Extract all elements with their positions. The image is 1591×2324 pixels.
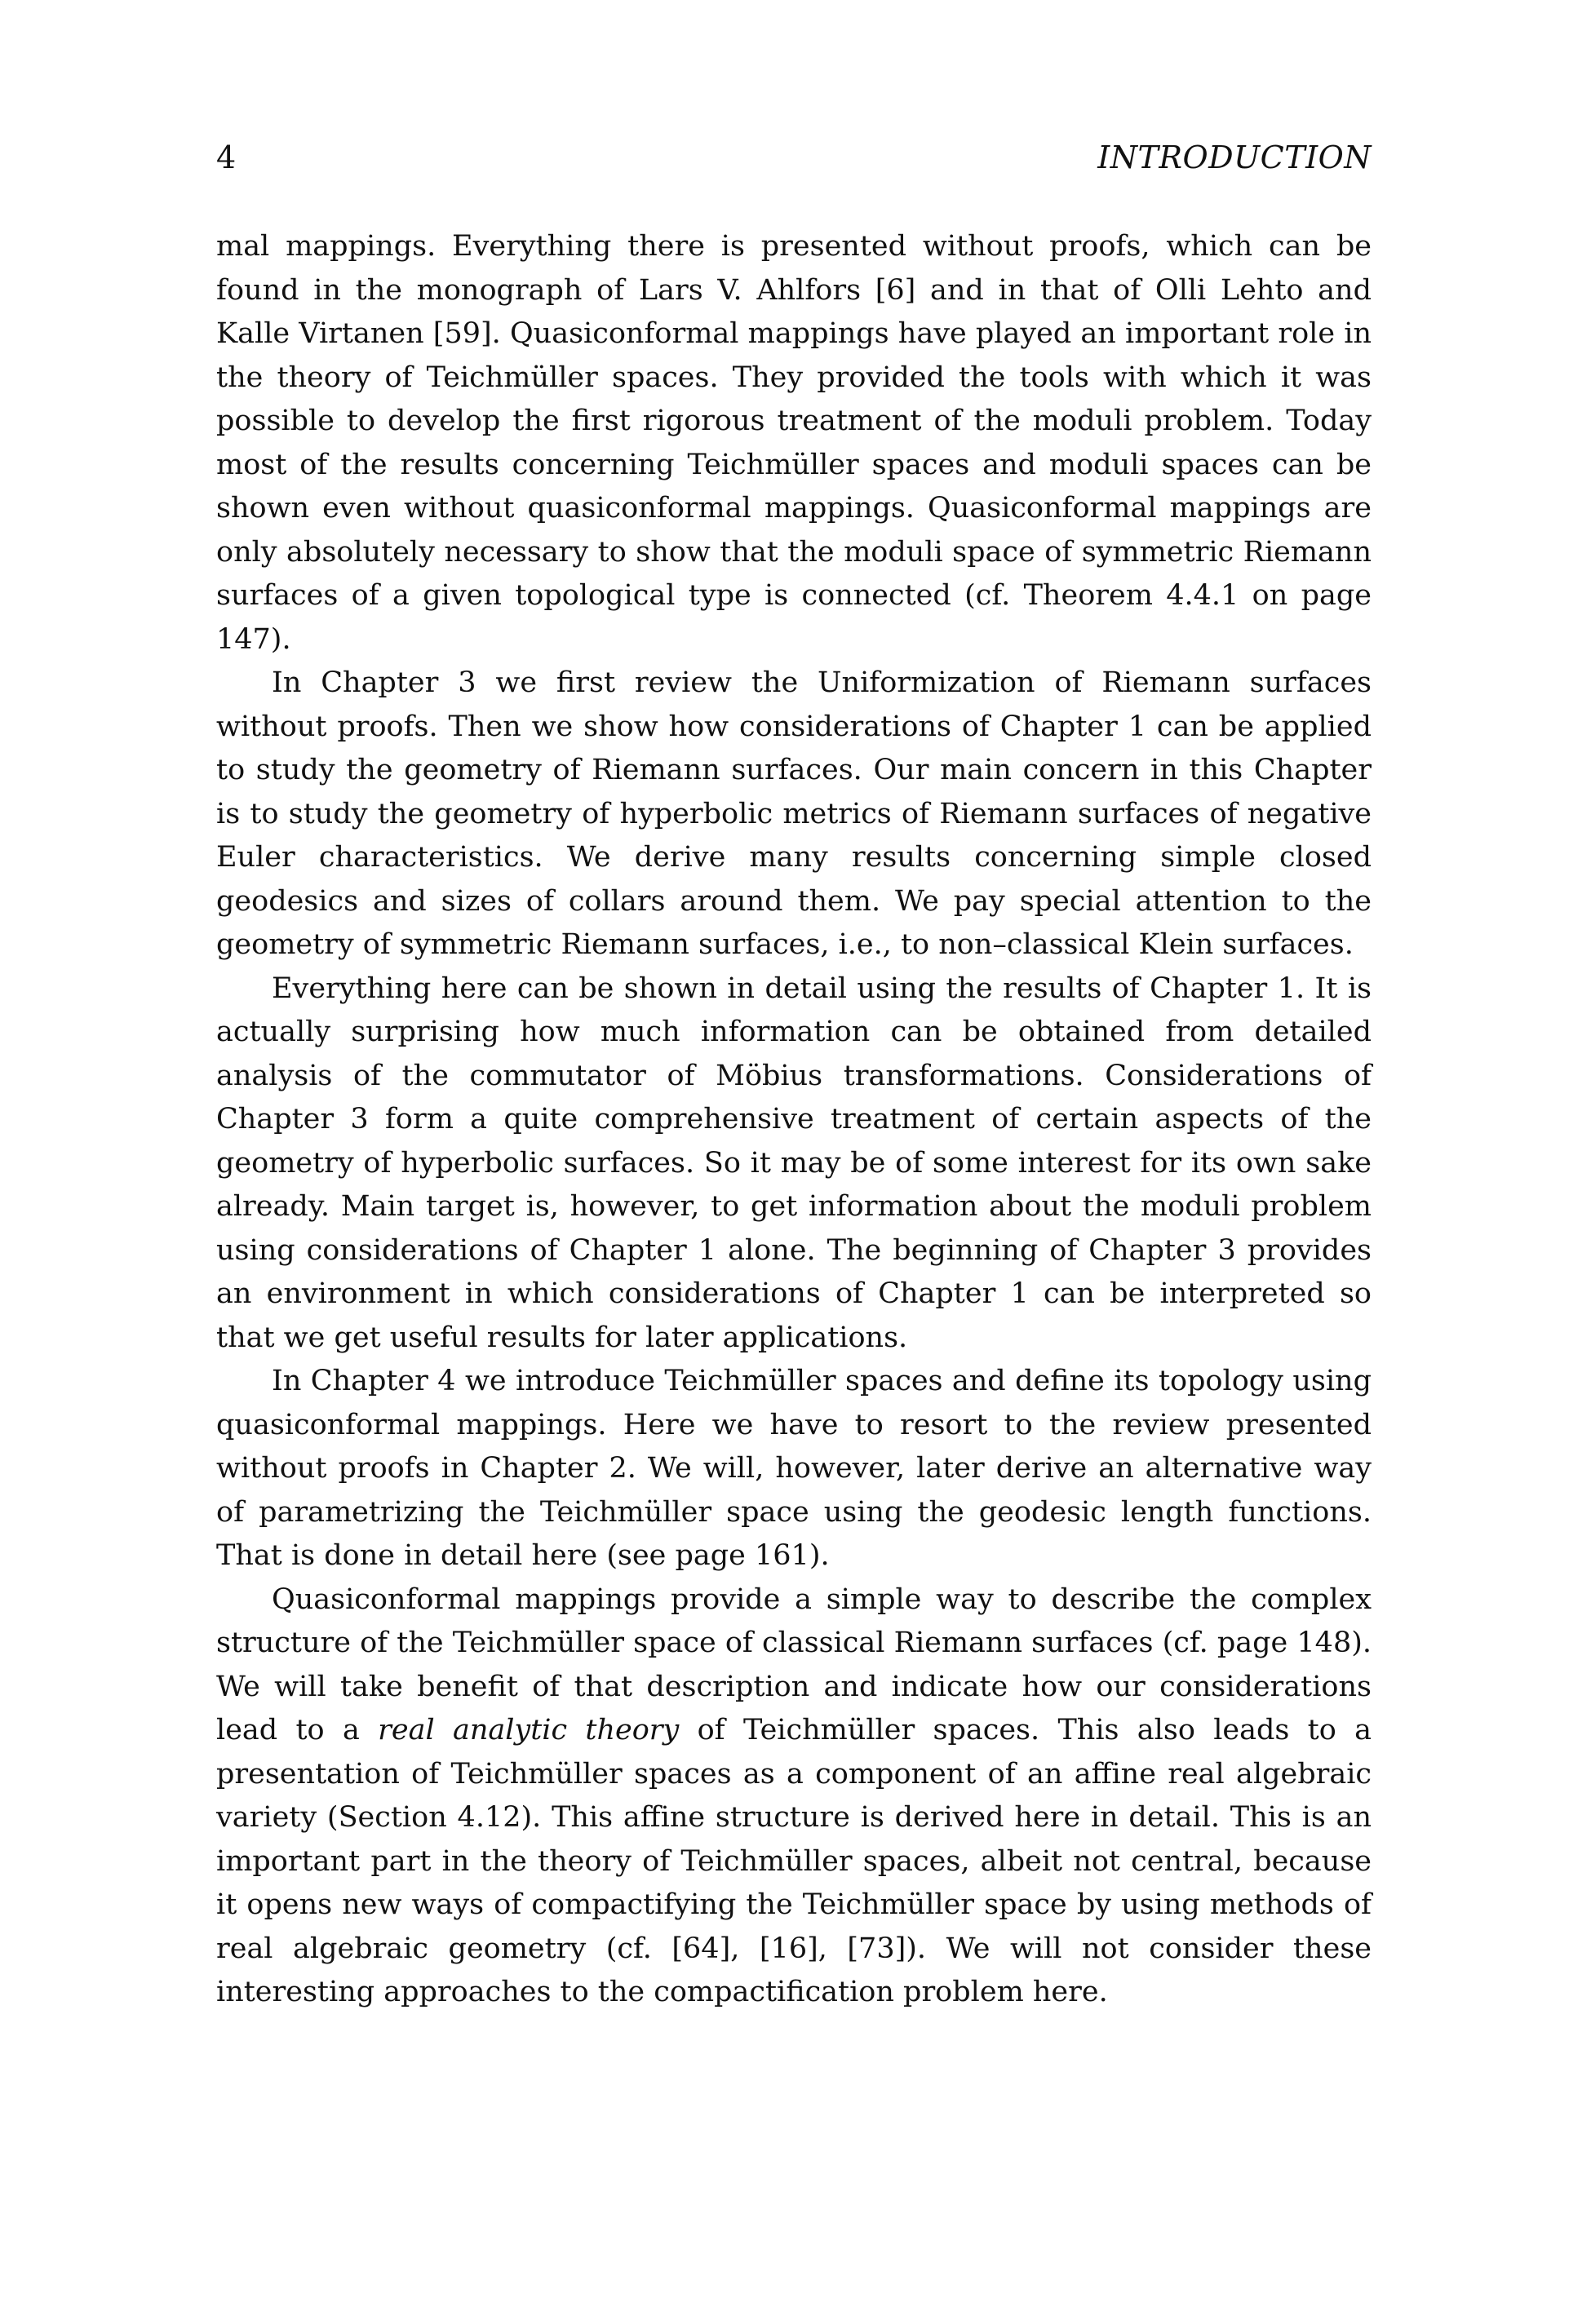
page-number: 4 <box>216 139 237 175</box>
running-title: INTRODUCTION <box>1097 139 1372 175</box>
paragraph-1 <box>216 225 1372 662</box>
body-text <box>216 225 1372 2015</box>
running-head <box>216 137 1372 178</box>
paragraph-2 <box>216 662 1372 967</box>
paragraph-5 <box>216 1578 1372 2015</box>
paragraph-text: Quasiconformal mappings provide a simple way to describe the complex structure of the Teichmüller space of classical Riemann surfaces (cf. page 148). We will take benefit of that description and indicate how our considerations lead to a <box>216 1583 1372 1746</box>
paragraph-text: Everything here can be shown in detail using the results of Chapter 1. It is actually surprising how much information can be obtained from detailed analysis of the commutator of Möbius transformations. Considerations of Chapter 3 form a quite comprehensive treatment of certain aspects of the geometry of hyperbolic surfaces. So it may be of some interest for its own sake already. Main target is, however, to get information about the moduli problem using considerations of Chapter 1 alone. The beginning of Chapter 3 provides an environment in which considerations of Chapter 1 can be interpreted so that we get useful results for later applications. <box>216 972 1372 1354</box>
paragraph-text: In Chapter 4 we introduce Teichmüller spaces and define its topology using quasiconformal mappings. Here we have to resort to the review presented without proofs in Chapter 2. We will, however, later derive an alternative way of parametrizing the Teichmüller space using the geodesic length functions. That is done in detail here (see page 161). <box>216 1365 1372 1572</box>
emphasized-phrase: real analytic theory <box>378 1714 680 1746</box>
paragraph-text: mal mappings. Everything there is presented without proofs, which can be found in the monograph of Lars V. Ahlfors [6] and in that of Olli Lehto and Kalle Virtanen [59]. Quasiconformal mappings have played an important role in the theory of Teichmüller spaces. They provided the tools with which it was possible to develop the first rigorous treatment of the moduli problem. Today most of the results concerning Teichmüller spaces and moduli spaces can be shown even without quasiconformal mappings. Quasiconformal mappings are only absolutely necessary to show that the moduli space of symmetric Riemann surfaces of a given topological type is connected (cf. Theorem 4.4.1 on page 147). <box>216 230 1372 656</box>
paragraph-4 <box>216 1360 1372 1578</box>
paragraph-text: of Teichmüller spaces. This also leads to a presentation of Teichmüller spaces as a component of an affine real algebraic variety (Section 4.12). This affine structure is derived here in detail. This is an important part in the theory of Teichmüller spaces, albeit not central, because it opens new ways of compactifying the Teichmüller space by using methods of real algebraic geometry (cf. [64], [16], [73]). We will not consider these interesting approaches to the compactification problem here. <box>216 1714 1372 2008</box>
paragraph-text: In Chapter 3 we first review the Uniformization of Riemann surfaces without proofs. Then we show how considerations of Chapter 1 can be applied to study the geometry of Riemann surfaces. Our main concern in this Chapter is to study the geometry of hyperbolic metrics of Riemann surfaces of negative Euler characteristics. We derive many results concerning simple closed geodesics and sizes of collars around them. We pay special attention to the geometry of symmetric Riemann surfaces, i.e., to non–classical Klein surfaces. <box>216 666 1372 961</box>
paragraph-3 <box>216 967 1372 1361</box>
